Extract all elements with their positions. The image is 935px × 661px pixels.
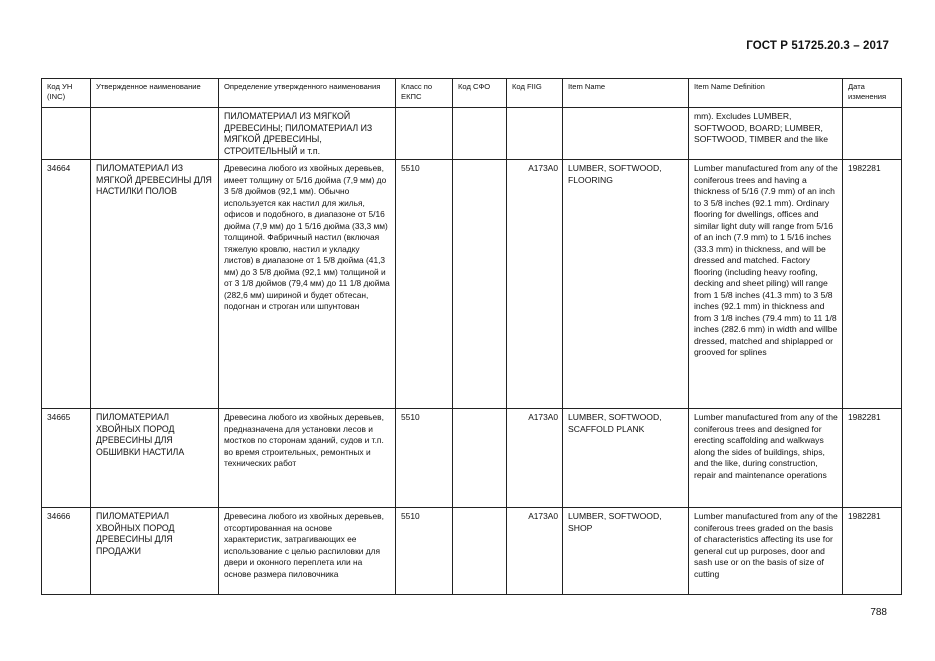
cell-fiig-code: A173A0 [507, 409, 563, 508]
header-ekps-class: Класс по ЕКПС [396, 79, 453, 108]
cell-approved-name [91, 108, 219, 160]
cell-ekps-class: 5510 [396, 508, 453, 595]
cell-item-name: LUMBER, SOFTWOOD, SCAFFOLD PLANK [563, 409, 689, 508]
cell-item-name-definition: mm). Excludes LUMBER, SOFTWOOD, BOARD; LUMBER, SOFTWOOD, TIMBER and the like [689, 108, 843, 160]
table-row [42, 409, 902, 508]
cell-approved-name: ПИЛОМАТЕРИАЛ ИЗ МЯГКОЙ ДРЕВЕСИНЫ ДЛЯ НАСТИЛКИ ПОЛОВ [91, 160, 219, 409]
cell-inc: 34666 [42, 508, 91, 595]
cell-change-date: 1982281 [843, 508, 902, 595]
cell-name-definition: ПИЛОМАТЕРИАЛ ИЗ МЯГКОЙ ДРЕВЕСИНЫ; ПИЛОМАТЕРИАЛ ИЗ МЯГКОЙ ДРЕВЕСИНЫ, СТРОИТЕЛЬНЫЙ и т.п. [219, 108, 396, 160]
cell-sfo-code [453, 160, 507, 409]
header-item-name: Item Name [563, 79, 689, 108]
cell-item-name [563, 108, 689, 160]
cell-sfo-code [453, 409, 507, 508]
cell-change-date: 1982281 [843, 160, 902, 409]
cell-ekps-class [396, 108, 453, 160]
cell-approved-name: ПИЛОМАТЕРИАЛ ХВОЙНЫХ ПОРОД ДРЕВЕСИНЫ ДЛЯ ОБШИВКИ НАСТИЛА [91, 409, 219, 508]
table-header-row [42, 79, 902, 108]
header-item-name-definition: Item Name Definition [689, 79, 843, 108]
cell-name-definition: Древесина любого из хвойных деревьев, имеет толщину от 5/16 дюйма (7,9 мм) до 3 5/8 дюймов (92,1 мм). Обычно используется как настил для жилья, офисов и подобного, в диапазоне от 5/16 дюйма (7,9 мм) до 1 5/16 дюйма (33,3 мм) толщиной. Фабричный настил (включая тяжелую кровлю, настил и укладку листов) в диапазоне от 1 5/8 дюйма (41,3 мм) до 3 5/8 дюйма (92,1 мм) толщиной и от 3 1/8 дюймов (79,4 мм) до 11 1/8 дюйма (282,6 мм) шириной и будет обтесан, подогнан и строган или шпунтован [219, 160, 396, 409]
cell-fiig-code: A173A0 [507, 160, 563, 409]
header-sfo-code: Код СФО [453, 79, 507, 108]
cell-inc: 34665 [42, 409, 91, 508]
cell-sfo-code [453, 108, 507, 160]
cell-ekps-class: 5510 [396, 409, 453, 508]
header-inc: Код УН (INC) [42, 79, 91, 108]
cell-item-name: LUMBER, SOFTWOOD, SHOP [563, 508, 689, 595]
cell-sfo-code [453, 508, 507, 595]
cell-inc [42, 108, 91, 160]
cell-fiig-code: A173A0 [507, 508, 563, 595]
cell-approved-name: ПИЛОМАТЕРИАЛ ХВОЙНЫХ ПОРОД ДРЕВЕСИНЫ ДЛЯ ПРОДАЖИ [91, 508, 219, 595]
cell-ekps-class: 5510 [396, 160, 453, 409]
items-table [41, 78, 902, 595]
table-row [42, 508, 902, 595]
cell-name-definition: Древесина любого из хвойных деревьев, отсортированная на основе характеристик, затрагивающих ее использование с целью распиловки для двери и оконного переплета или на основе размера пиловочника [219, 508, 396, 595]
cell-item-name-definition: Lumber manufactured from any of the coniferous trees and having a thickness of 5/16 (7.9 mm) of an inch to 3 5/8 inches (92.1 mm). Ordinary flooring for dwellings, offices and similar light duty will range from 5/16 of an inch (7.9 mm) to 1 5/16 inches (33.3 mm) in thickness, and will be dressed and matched. Factory flooring (including heavy roofing, decking and sheet piling) will range from 1 5/8 inches (41.3 mm) to 3 5/8 inches (92.1 mm) in thickness and from 3 1/8 inches (79.4 mm) to 11 1/8 inches (282.6 mm) in width and willbe dressed, matched and shiplapped or grooved for splines [689, 160, 843, 409]
cell-inc: 34664 [42, 160, 91, 409]
cell-fiig-code [507, 108, 563, 160]
cell-change-date: 1982281 [843, 409, 902, 508]
cell-change-date [843, 108, 902, 160]
cell-item-name: LUMBER, SOFTWOOD, FLOORING [563, 160, 689, 409]
header-change-date: Дата изменения [843, 79, 902, 108]
document-standard-header: ГОСТ Р 51725.20.3 – 2017 [746, 40, 889, 52]
table-row [42, 160, 902, 409]
header-name-definition: Определение утвержденного наименования [219, 79, 396, 108]
cell-name-definition: Древесина любого из хвойных деревьев, предназначена для установки лесов и мостков по сторонам зданий, судов и т.п. во время строительных, ремонтных и технических работ [219, 409, 396, 508]
cell-item-name-definition: Lumber manufactured from any of the coniferous trees graded on the basis of characteristics affecting its use for general cut up purposes, door and sash use or on the basis of size of cutting [689, 508, 843, 595]
header-approved-name: Утвержденное наименование [91, 79, 219, 108]
table-row [42, 108, 902, 160]
page-number: 788 [870, 607, 887, 618]
header-fiig-code: Код FIIG [507, 79, 563, 108]
cell-item-name-definition: Lumber manufactured from any of the coniferous trees and designed for erecting scaffolding and walkways along the sides of buildings, ships, and the like, during construction, repair and maintenance operations [689, 409, 843, 508]
